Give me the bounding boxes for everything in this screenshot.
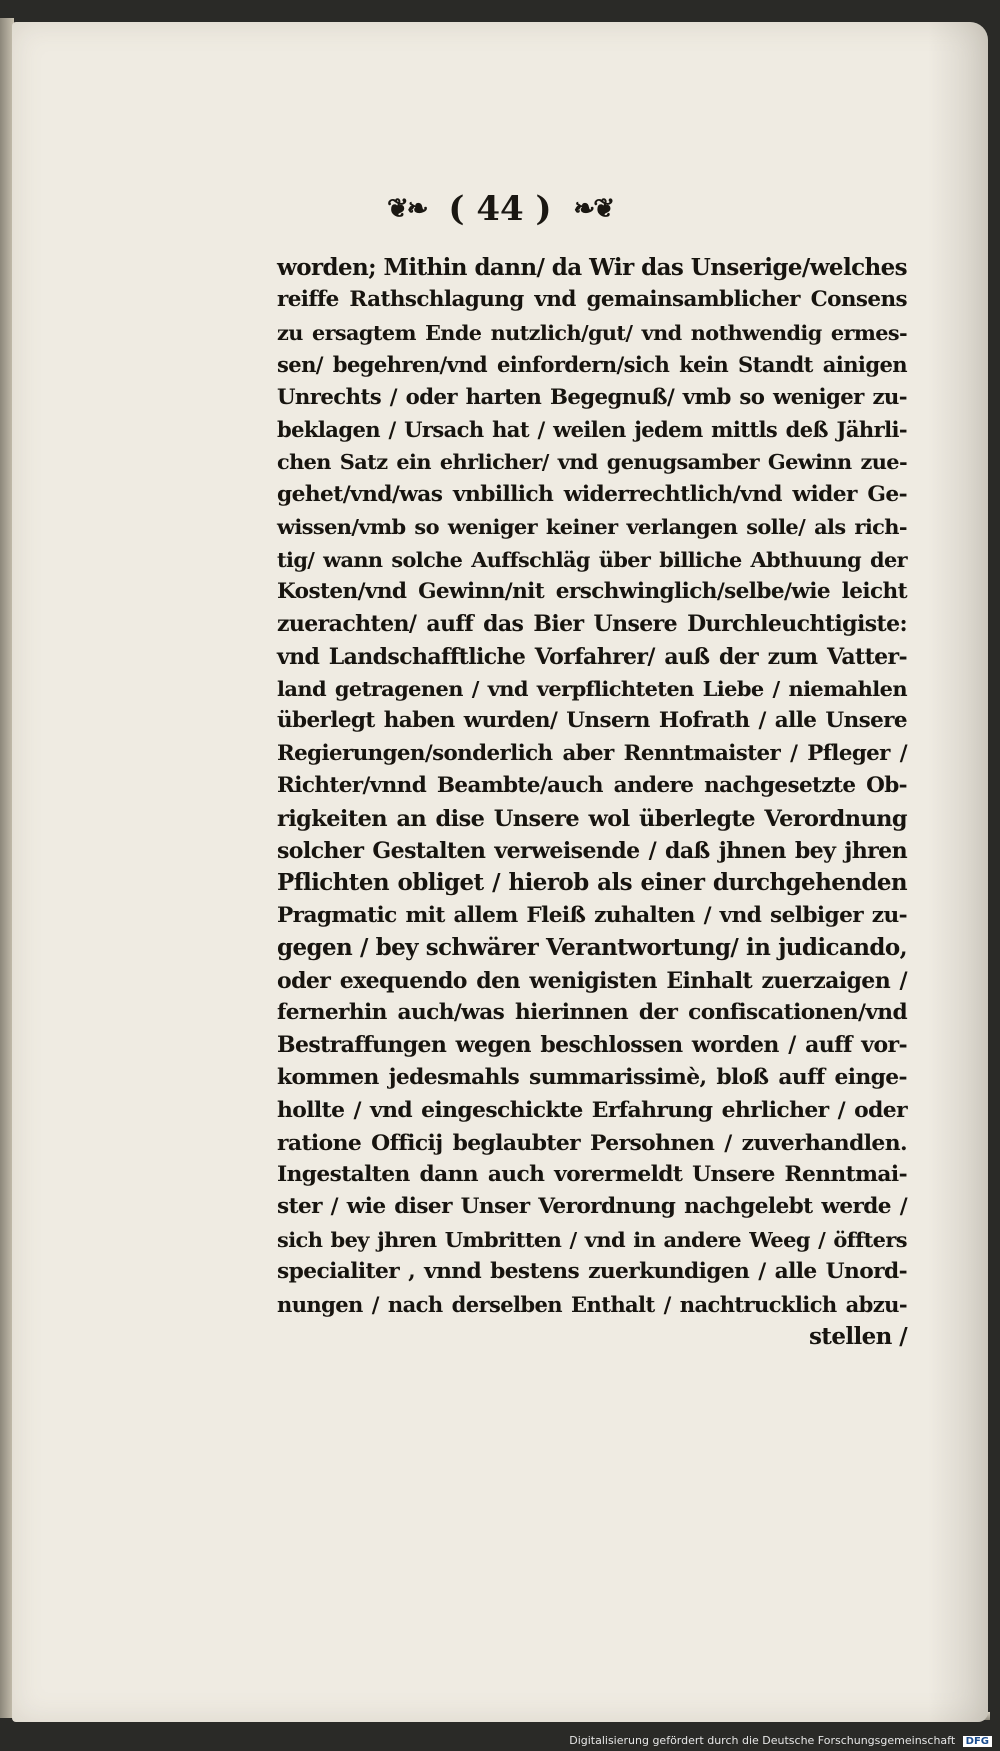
text-line: sich bey jhren Umbritten / vnd in andere Weeg / öffters — [277, 1226, 907, 1252]
catchword: stellen / — [808, 1322, 907, 1350]
text-line: tig/ wann solche Auffschläg über billiche Abthuung der — [277, 546, 907, 572]
book-page — [12, 22, 988, 1722]
text-line: zu ersagtem Ende nutzlich/gut/ vnd nothwendig ermes- — [277, 319, 907, 345]
text-line: hollte / vnd eingeschickte Erfahrung ehrlicher / oder — [277, 1097, 907, 1124]
text-line: oder exequendo den wenigisten Einhalt zuerzaigen / — [277, 967, 907, 994]
text-line: Kosten/vnd Gewinn/nit erschwinglich/selbe/wie leicht — [277, 578, 907, 604]
text-line: land getragenen / vnd verpflichteten Liebe / niemahlen — [277, 676, 907, 702]
text-line: Regierungen/sonderlich aber Renntmaister / Pfleger / — [277, 740, 907, 766]
text-line: nungen / nach derselben Enthalt / nachtrucklich abzu- — [277, 1291, 907, 1317]
text-line: sen/ begehren/vnd einfordern/sich kein Standt ainigen — [277, 352, 907, 378]
text-line: Ingestalten dann auch vorermeldt Unsere Renntmai- — [277, 1161, 907, 1187]
text-line: worden; Mithin dann/ da Wir das Unserige/welches — [277, 254, 907, 281]
digitization-credit — [569, 1734, 992, 1747]
text-line: zuerachten/ auff das Bier Unsere Durchleuchtigiste: — [277, 611, 907, 638]
text-line: chen Satz ein ehrlicher/ vnd genugsamber Gewinn zue- — [277, 449, 907, 475]
text-line: beklagen / Ursach hat / weilen jedem mittls deß Jährli- — [277, 416, 907, 442]
text-line: gehet/vnd/was vnbillich widerrechtlich/vnd wider Ge- — [277, 481, 907, 507]
text-line: reiffe Rathschlagung vnd gemainsamblicher Consens — [277, 287, 907, 313]
text-line: Pflichten obliget / hierob als einer durchgehenden — [277, 869, 907, 897]
page-shadow — [928, 22, 988, 1722]
text-line: überlegt haben wurden/ Unsern Hofrath / alle Unsere — [277, 708, 907, 734]
page-number: ( 44 ) — [448, 189, 552, 229]
text-line: vnd Landschafftliche Vorfahrer/ auß der zum Vatter- — [277, 643, 907, 670]
text-line: gegen / bey schwärer Verantwortung/ in judicando, — [277, 934, 907, 962]
body-text — [277, 252, 907, 1353]
text-line: rigkeiten an dise Unsere wol überlegte Verordnung — [277, 805, 907, 832]
ornament-right-icon: ❧❦ — [573, 194, 613, 224]
credit-text: Digitalisierung gefördert durch die Deutsche Forschungsgemeinschaft — [569, 1734, 956, 1747]
text-line: fernerhin auch/was hierinnen der confiscationen/vnd — [277, 999, 907, 1025]
text-line: specialiter , vnnd bestens zuerkundigen / alle Unord- — [277, 1259, 907, 1285]
text-line: wissen/vmb so weniger keiner verlangen solle/ als rich- — [277, 514, 907, 540]
page-header — [12, 187, 988, 229]
text-line: Bestraffungen wegen beschlossen worden / auff vor- — [277, 1032, 907, 1059]
dfg-logo-icon: DFG — [963, 1736, 992, 1747]
text-line: Unrechts / oder harten Begegnuß/ vmb so weniger zu- — [277, 384, 907, 410]
text-line: Pragmatic mit allem Fleiß zuhalten / vnd selbiger zu- — [277, 902, 907, 928]
text-line: solcher Gestalten verweisende / daß jhnen bey jhren — [277, 838, 907, 865]
text-line: ratione Officij beglaubter Persohnen / zuverhandlen. — [277, 1129, 907, 1156]
text-line: ster / wie diser Unser Verordnung nachgelebt werde / — [277, 1194, 907, 1220]
text-line: Richter/vnnd Beambte/auch andere nachgesetzte Ob- — [277, 773, 907, 799]
ornament-left-icon: ❦❧ — [386, 194, 427, 224]
text-line: kommen jedesmahls summarissimè, bloß auff einge- — [277, 1064, 907, 1090]
